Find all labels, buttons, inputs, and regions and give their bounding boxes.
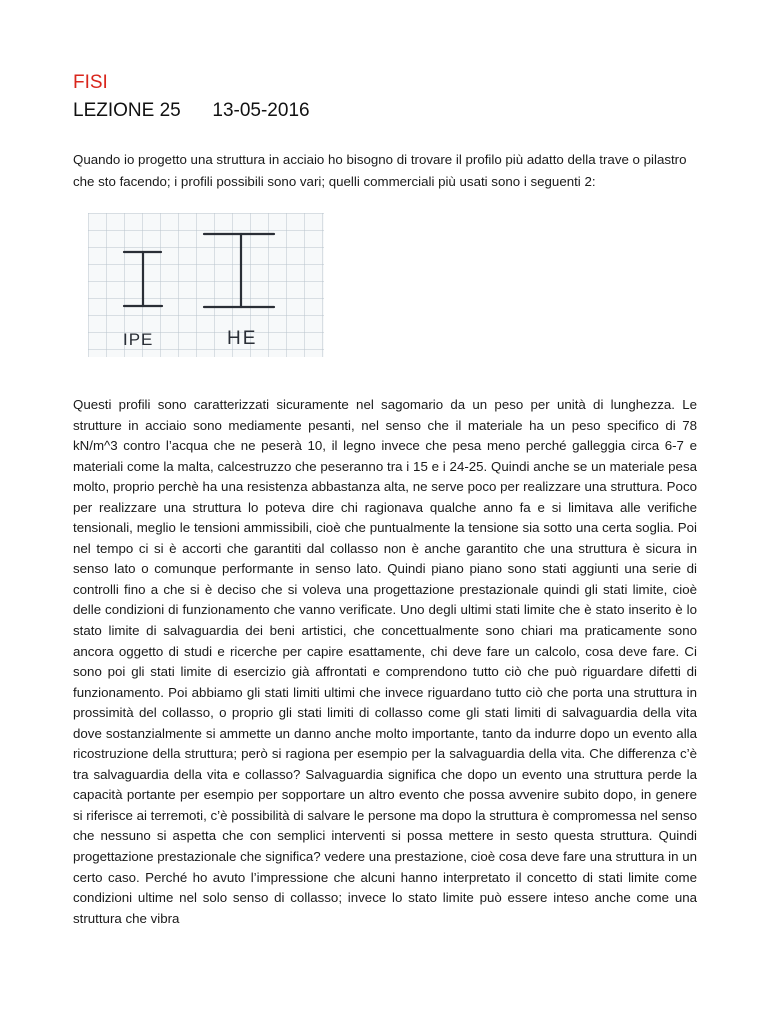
body-paragraph: Questi profili sono caratterizzati sicuramente nel sagomario da un peso per unità di lunghezza. Le strutture in acciaio sono mediamente pesanti, nel senso che il materiale ha un peso specifico di 78 kN/m^3 contro l’acqua che ne peserà 10, il legno invece che pesa meno perché galleggia circa 6-7 e materiali come la malta, calcestruzzo che peseranno tra i 15 e i 24-25. Quindi anche se un materiale pesa molto, proprio perchè ha una resistenza abbastanza alta, ne serve poco per realizzare una struttura. Poco per realizzare una struttura lo poteva dire chi ragionava qualche anno fa e si limitava alle verifiche tensionali, meglio le tensioni ammissibili, cioè che puntualmente la tensione sia sotto una certa soglia. Poi nel tempo ci si è accorti che garantiti dal collasso non è anche garantito che una struttura è sicura in senso lato o comunque performante in senso lato. Quindi piano piano sono stati aggiunti una serie di controlli fino a che si è deciso che si voleva una progettazione prestazionale quindi gli stati limite, cioè delle condizioni di funzionamento che vanno verificate. Uno degli ultimi stati limite che è stato inserito è lo stato limite di salvaguardia dei beni artistici, che concettualmente sono chiari ma praticamente sono ancora oggetto di studi e ricerche per capire esattamente, chi deve fare un calcolo, cosa deve fare. Ci sono poi gli stati limite di esercizio già affrontati e comprendono tutto ciò che può riguardare difetti di funzionamento. Poi abbiamo gli stati limiti ultimi che invece riguardano tutto ciò che porta una struttura in prossimità del collasso, o proprio gli stati limiti di collasso come gli stati limiti di salvaguardia della vita dove sostanzialmente si ammette un danno anche molto importante, tanto da indurre dopo un evento alla ricostruzione della struttura; però si ragiona per esempio per la salvaguardia della vita. Che differenza c’è tra salvaguardia della vita e collasso? Salvaguardia significa che dopo un evento una struttura perde la capacità portante per esempio per sopportare un altro evento che possa avvenire subito dopo, in genere si riferisce ai terremoti, c’è possibilità di salvare le persone ma dopo la struttura è compromessa nel senso che nessuno si aspetta che con semplici interventi si possa mettere in sesto questa struttura. Quindi progettazione prestazionale che significa? vedere una prestazione, cioè cosa deve fare una struttura in un certo caso. Perché ho avuto l’impressione che alcuni hanno interpretato il concetto di stati limite come condizioni ultime nel solo senso di collasso; invece lo stato limite può essere inteso anche come una struttura che vibra xyxy=(73,397,697,926)
ipe-label: IPE xyxy=(123,330,154,349)
subject-title: FISI xyxy=(73,72,108,93)
intro-paragraph: Quando io progetto una struttura in acciaio ho bisogno di trovare il profilo più adatto della trave o pilastro che sto facendo; i profili possibili sono vari; quelli commerciali più usati sono i seguenti 2: xyxy=(73,152,687,189)
steel-profiles-sketch xyxy=(88,213,324,357)
lesson-heading: LEZIONE 25 13-05-2016 xyxy=(73,100,310,121)
he-label: HE xyxy=(227,328,258,349)
